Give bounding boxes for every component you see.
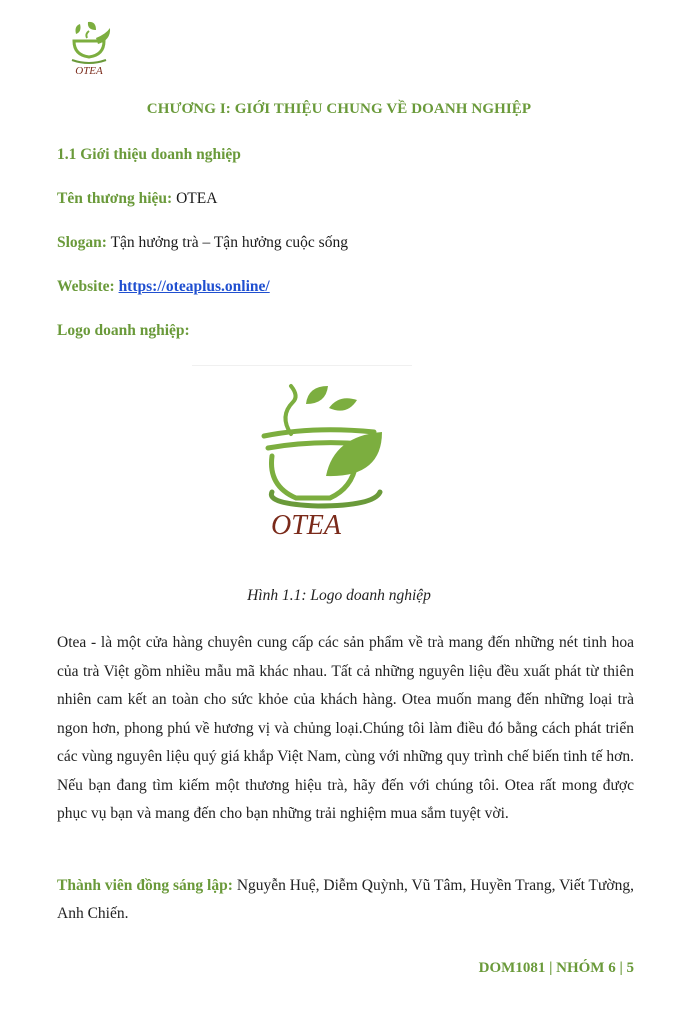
slogan-line <box>57 234 348 252</box>
page-footer: DOM1081 | NHÓM 6 | 5 <box>478 960 634 976</box>
header-logo <box>66 14 116 78</box>
chapter-title: CHƯƠNG I: GIỚI THIỆU CHUNG VỀ DOANH NGHIỆP <box>146 101 532 117</box>
slogan-value: Tận hưởng trà – Tận hưởng cuộc sống <box>110 234 348 251</box>
intro-paragraph: Otea - là một cửa hàng chuyên cung cấp các sản phẩm về trà mang đến những nét tinh hoa của trà Việt gồm nhiều mẫu mã khác nhau. Tất cả những nguyên liệu đều xuất phát từ thiên nhiên cam kết an toàn cho sức khỏe của khách hàng. Otea muốn mang đến những loại trà ngon hơn, phong phú về hương vị và chủng loại.Chúng tôi làm điều đó bằng cách phát triển các vùng nguyên liệu quý giá khắp Việt Nam, cùng với những quy trình chế biến tinh tế hơn. Nếu bạn đang tìm kiếm một thương hiệu trà, hãy đến với chúng tôi. Otea rất mong được phục vụ bạn và mang đến cho bạn những trải nghiệm mua sắm tuyệt vời. <box>57 634 634 822</box>
tea-cup-figure-icon <box>196 364 410 544</box>
tea-cup-logo-icon <box>66 14 116 78</box>
logo-heading: Logo doanh nghiệp: <box>57 322 190 339</box>
website-label: Website: <box>57 278 115 295</box>
website-line <box>57 278 270 296</box>
section-title: 1.1 Giới thiệu doanh nghiệp <box>57 146 241 163</box>
figure-logo <box>196 364 410 544</box>
brand-value: OTEA <box>176 190 218 207</box>
figure-logo-text: OTEA <box>271 510 341 541</box>
founders-line <box>57 872 634 928</box>
brand-line <box>57 190 217 208</box>
founders-value: Nguyễn Huệ, Diễm Quỳnh, Vũ Tâm, Huyền Trang, Viết Tường, Anh Chiến. <box>57 877 634 922</box>
website-link[interactable]: https://oteaplus.online/ <box>118 278 270 295</box>
founders-label: Thành viên đồng sáng lập: <box>57 877 233 894</box>
brand-label: Tên thương hiệu: <box>57 190 173 207</box>
figure-caption: Hình 1.1: Logo doanh nghiệp <box>247 587 431 604</box>
slogan-label: Slogan: <box>57 234 107 251</box>
svg-text:OTEA: OTEA <box>75 65 103 77</box>
